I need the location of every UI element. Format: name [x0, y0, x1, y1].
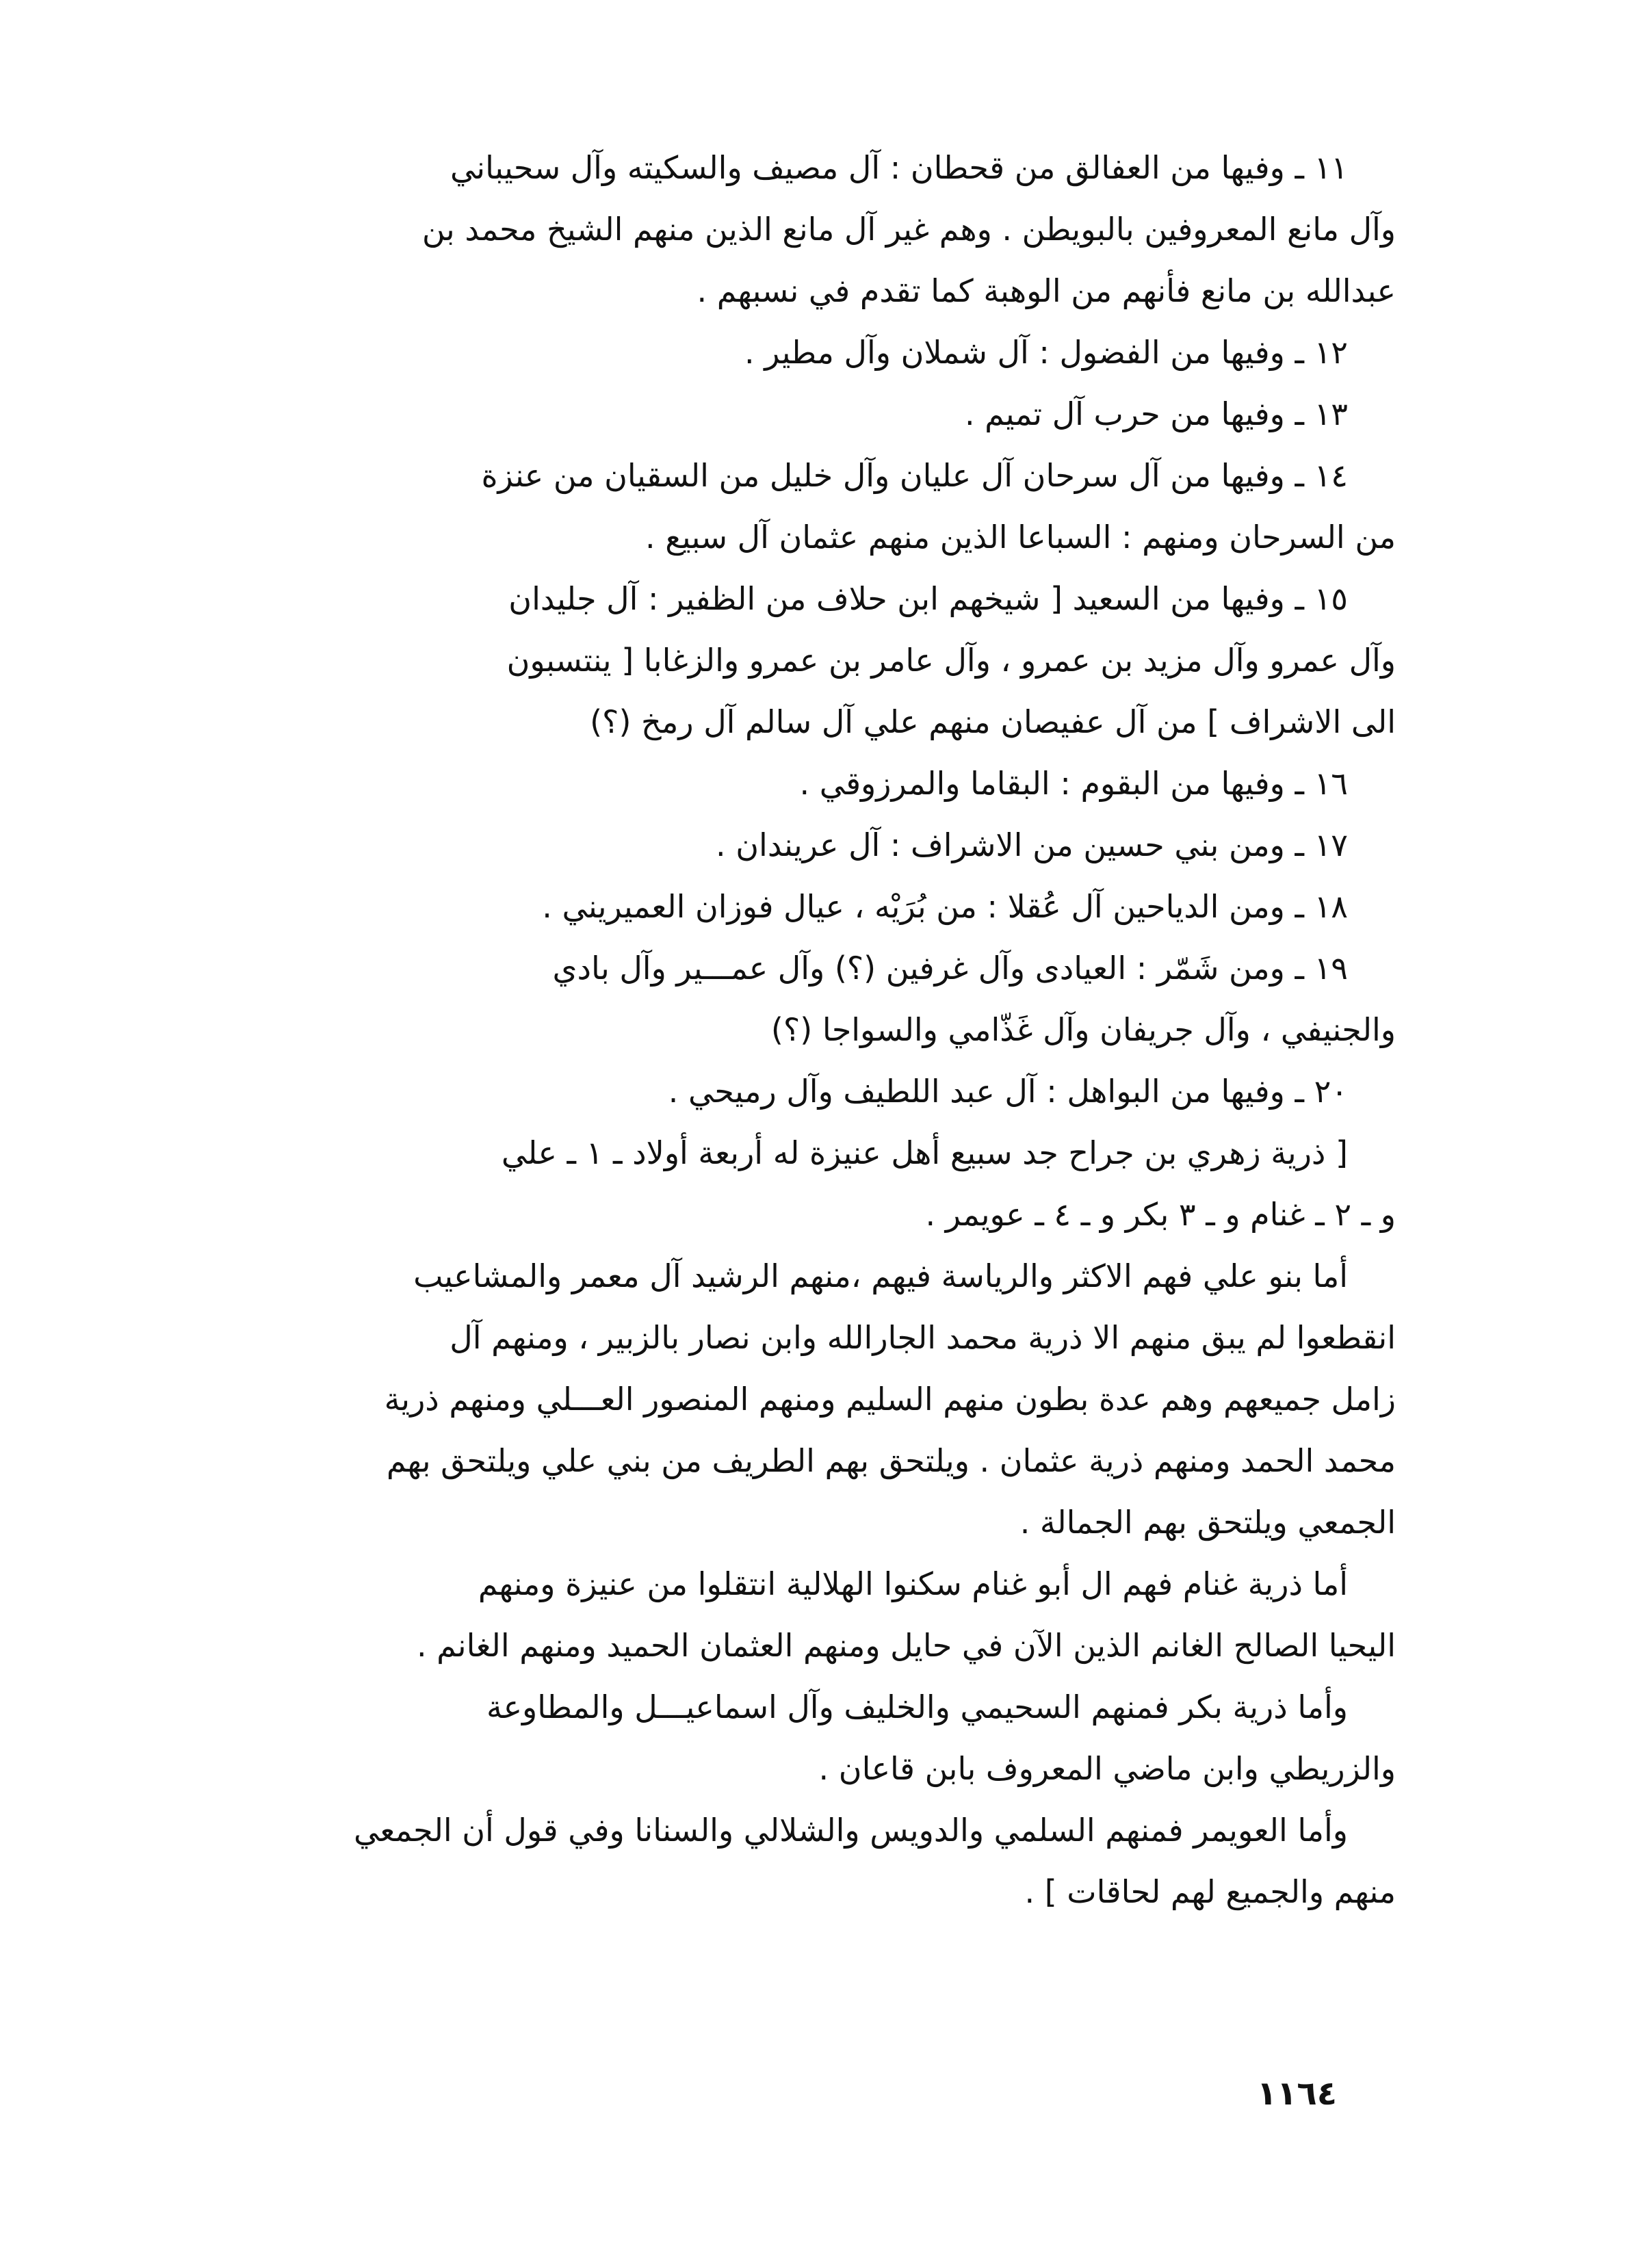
- text-line: الجمعي ويلتحق بهم الجمالة .: [1019, 1504, 1396, 1541]
- text-line: ١٧ ـ ومن بني حسين من الاشراف : آل عريندان .: [716, 826, 1348, 863]
- text-line: من السرحان ومنهم : السباعا الذين منهم عثمان آل سبيع .: [645, 519, 1396, 556]
- text-line: ١٨ ـ ومن الدياحين آل عُقلا : من بُرَيْه ، عيال فوزان العميريني .: [542, 888, 1348, 925]
- text-line: ٢٠ ـ وفيها من البواهل : آل عبد اللطيف وآل رميحي .: [668, 1073, 1348, 1110]
- text-line: [ ذرية زهري بن جراح جد سبيع أهل عنيزة له أربعة أولاد ـ ١ ـ علي: [501, 1134, 1348, 1171]
- text-line: ١٥ ـ وفيها من السعيد [ شيخهم ابن حلاف من الظفير : آل جليدان: [508, 580, 1348, 617]
- text-line: وأما العويمر فمنهم السلمي والدويس والشلالي والسنانا وفي قول أن الجمعي: [354, 1812, 1348, 1849]
- text-line: أما بنو علي فهم الاكثر والرياسة فيهم ،منهم الرشيد آل معمر والمشاعيب: [413, 1257, 1348, 1294]
- text-line: و ـ ٢ ـ غنام و ـ ٣ بكر و ـ ٤ ـ عويمر .: [925, 1196, 1396, 1233]
- text-line: ١١ ـ وفيها من العفالق من قحطان : آل مصيف والسكيته وآل سحيباني: [450, 149, 1348, 186]
- page-number: ١١٦٤: [1256, 2074, 1337, 2113]
- text-line: انقطعوا لم يبق منهم الا ذرية محمد الجارالله وابن نصار بالزبير ، ومنهم آل: [450, 1319, 1396, 1356]
- text-line: عبدالله بن مانع فأنهم من الوهبة كما تقدم في نسبهم .: [697, 272, 1396, 309]
- text-line: وآل مانع المعروفين بالبويطن . وهم غير آل مانع الذين منهم الشيخ محمد بن: [421, 211, 1396, 248]
- text-line: ١٢ ـ وفيها من الفضول : آل شملان وآل مطير .: [744, 334, 1348, 371]
- text-line: محمد الحمد ومنهم ذرية عثمان . ويلتحق بهم الطريف من بني علي ويلتحق بهم: [386, 1442, 1396, 1479]
- text-line: منهم والجميع لهم لحاقات ] .: [1024, 1873, 1396, 1910]
- text-line: والزريطي وابن ماضي المعروف بابن قاعان .: [818, 1750, 1396, 1787]
- text-line: ١٤ ـ وفيها من آل سرحان آل عليان وآل خليل من السقيان من عنزة: [481, 457, 1348, 494]
- text-line: ١٣ ـ وفيها من حرب آل تميم .: [964, 395, 1348, 432]
- text-line: والجنيفي ، وآل جريفان وآل غَذّامي والسواجا (؟): [770, 1011, 1396, 1048]
- page-text: [260, 137, 1396, 1922]
- text-line: ١٩ ـ ومن شَمّر : العيادى وآل غرفين (؟) وآل عمـــير وآل بادي: [552, 950, 1348, 987]
- text-line: زامل جميعهم وهم عدة بطون منهم السليم ومنهم المنصور العـــلي ومنهم ذرية: [384, 1381, 1396, 1418]
- text-line: وأما ذرية بكر فمنهم السحيمي والخليف وآل اسماعيـــل والمطاوعة: [486, 1689, 1348, 1725]
- text-line: الى الاشراف ] من آل عفيصان منهم علي آل سالم آل رمخ (؟): [590, 703, 1396, 740]
- text-line: اليحيا الصالح الغانم الذين الآن في حايل ومنهم العثمان الحميد ومنهم الغانم .: [416, 1627, 1396, 1664]
- text-line: وآل عمرو وآل مزيد بن عمرو ، وآل عامر بن عمرو والزغابا [ ينتسبون: [506, 642, 1396, 679]
- text-line: ١٦ ـ وفيها من البقوم : البقاما والمرزوقي .: [799, 765, 1348, 802]
- text-line: أما ذرية غنام فهم ال أبو غنام سكنوا الهلالية انتقلوا من عنيزة ومنهم: [478, 1565, 1348, 1602]
